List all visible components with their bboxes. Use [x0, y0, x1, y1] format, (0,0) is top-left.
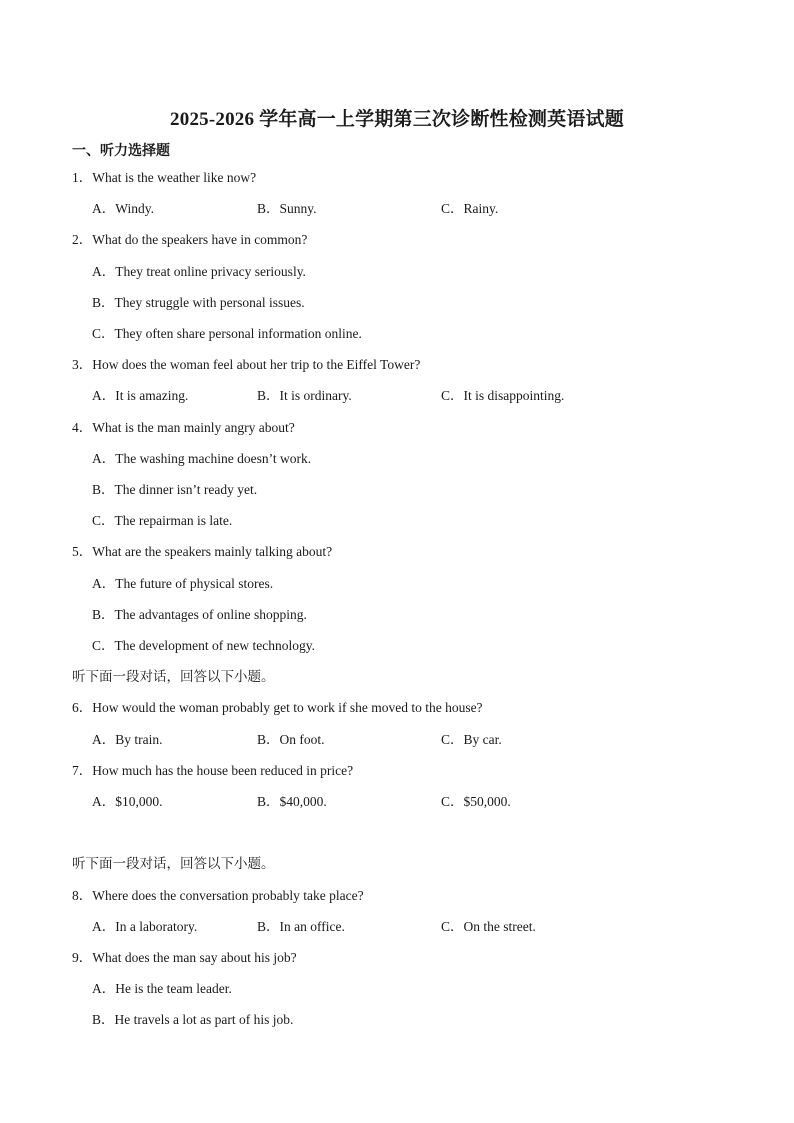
q4-option-b: B．The dinner isn’t ready yet.: [92, 482, 258, 497]
q9-option-a: A．He is the team leader.: [92, 981, 232, 996]
q4-option-c: C．The repairman is late.: [92, 513, 233, 528]
q3-option-c: C．It is disappointing.: [441, 388, 565, 403]
q6-option-b: B．On foot.: [257, 732, 325, 747]
q2-option-b: B．They struggle with personal issues.: [92, 295, 305, 310]
q1-option-c: C．Rainy.: [441, 201, 499, 216]
question-1: 1．What is the weather like now?: [72, 170, 257, 185]
q8-option-c: C．On the street.: [441, 919, 536, 934]
q7-option-c: C．$50,000.: [441, 794, 511, 809]
question-7: 7．How much has the house been reduced in price?: [72, 763, 354, 778]
q1-option-b: B．Sunny.: [257, 201, 317, 216]
q4-option-a: A．The washing machine doesn’t work.: [92, 451, 312, 466]
q3-option-b: B．It is ordinary.: [257, 388, 352, 403]
question-8: 8．Where does the conversation probably take place?: [72, 888, 364, 903]
q5-option-c: C．The development of new technology.: [92, 638, 315, 653]
instruction-note: 听下面一段对话，回答以下小题。: [72, 669, 275, 684]
q5-option-a: A．The future of physical stores.: [92, 576, 274, 591]
question-5: 5．What are the speakers mainly talking about?: [72, 544, 333, 559]
instruction-note: 听下面一段对话，回答以下小题。: [72, 856, 275, 871]
q6-option-c: C．By car.: [441, 732, 502, 747]
q9-option-b: B．He travels a lot as part of his job.: [92, 1012, 294, 1027]
question-9: 9．What does the man say about his job?: [72, 950, 297, 965]
q7-option-a: A．$10,000.: [92, 794, 163, 809]
q2-option-a: A．They treat online privacy seriously.: [92, 264, 306, 279]
q6-option-a: A．By train.: [92, 732, 163, 747]
q8-option-b: B．In an office.: [257, 919, 345, 934]
q8-option-a: A．In a laboratory.: [92, 919, 198, 934]
q3-option-a: A．It is amazing.: [92, 388, 189, 403]
page-title: 2025-2026 学年高一上学期第三次诊断性检测英语试题: [170, 109, 624, 130]
question-4: 4．What is the man mainly angry about?: [72, 420, 295, 435]
q7-option-b: B．$40,000.: [257, 794, 327, 809]
section-heading: 一、听力选择题: [72, 144, 170, 159]
question-2: 2．What do the speakers have in common?: [72, 232, 308, 247]
q5-option-b: B．The advantages of online shopping.: [92, 607, 307, 622]
question-6: 6．How would the woman probably get to work if she moved to the house?: [72, 700, 483, 715]
question-3: 3．How does the woman feel about her trip to the Eiffel Tower?: [72, 357, 421, 372]
q1-option-a: A．Windy.: [92, 201, 154, 216]
q2-option-c: C．They often share personal information online.: [92, 326, 362, 341]
